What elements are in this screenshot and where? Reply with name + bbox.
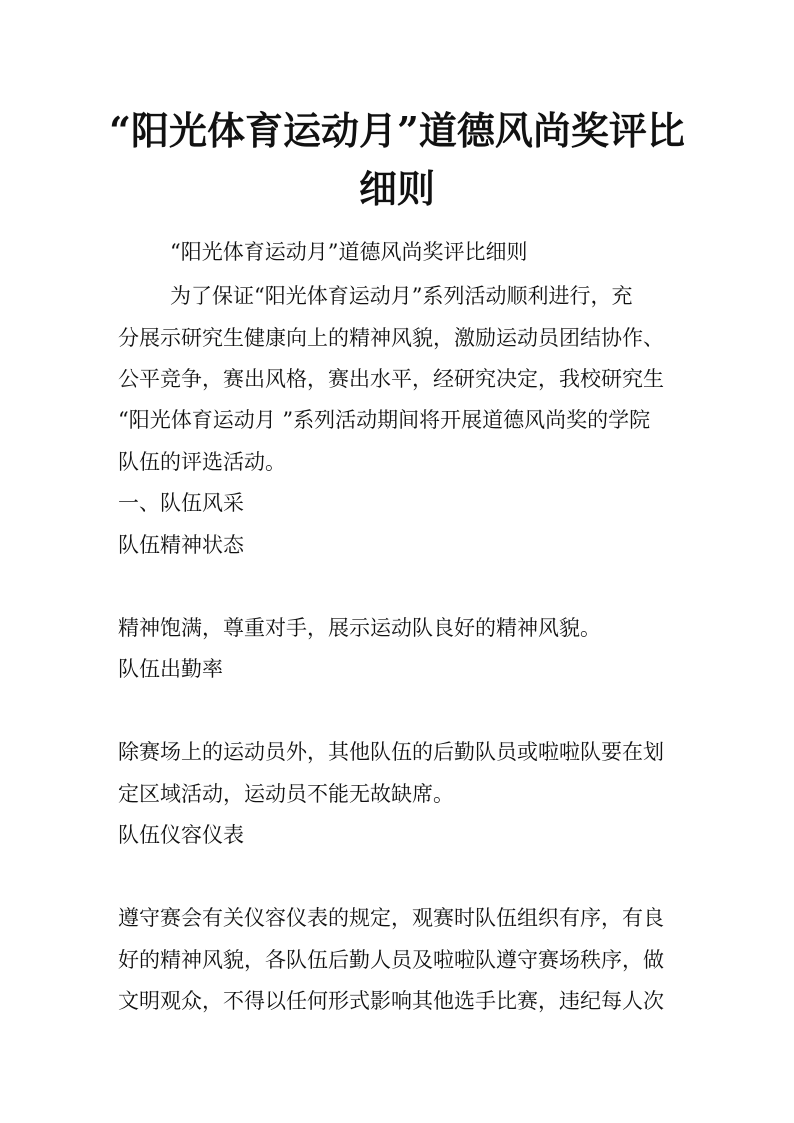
intro-paragraph-line-3: 公平竞争，赛出风格，赛出水平，经研究决定，我校研究生 bbox=[118, 367, 664, 391]
item-body-attendance-line-2: 定区域活动，运动员不能无故缺席。 bbox=[118, 782, 454, 806]
item-body-attendance-line-1: 除赛场上的运动员外，其他队伍的后勤队员或啦啦队要在划 bbox=[118, 740, 664, 764]
item-heading-appearance: 队伍仪容仪表 bbox=[118, 823, 244, 847]
item-body-team-spirit-line-1: 精神饱满，尊重对手，展示运动队良好的精神风貌。 bbox=[118, 616, 601, 640]
item-body-appearance-line-3: 文明观众，不得以任何形式影响其他选手比赛，违纪每人次 bbox=[118, 989, 664, 1013]
intro-paragraph-line-5: 队伍的评选活动。 bbox=[118, 450, 286, 474]
document-title-line-2: 细则 bbox=[358, 166, 435, 211]
intro-paragraph-line-4: “阳光体育运动月 ”系列活动期间将开展道德风尚奖的学院 bbox=[118, 408, 651, 432]
item-heading-attendance: 队伍出勤率 bbox=[118, 657, 223, 681]
item-heading-team-spirit: 队伍精神状态 bbox=[118, 533, 244, 557]
intro-paragraph-line-1: 为了保证“阳光体育运动月”系列活动顺利进行，充 bbox=[170, 284, 633, 308]
item-body-appearance-line-1: 遵守赛会有关仪容仪表的规定，观赛时队伍组织有序，有良 bbox=[118, 906, 664, 930]
item-body-appearance-line-2: 好的精神风貌，各队伍后勤人员及啦啦队遵守赛场秩序，做 bbox=[118, 948, 664, 972]
intro-paragraph-line-2: 分展示研究生健康向上的精神风貌，激励运动员团结协作、 bbox=[118, 326, 664, 350]
section-heading-team-style: 一、队伍风采 bbox=[118, 491, 244, 515]
document-subtitle: “阳光体育运动月”道德风尚奖评比细则 bbox=[170, 240, 528, 264]
document-title-line-1: “阳光体育运动月”道德风尚奖评比 bbox=[109, 108, 685, 153]
